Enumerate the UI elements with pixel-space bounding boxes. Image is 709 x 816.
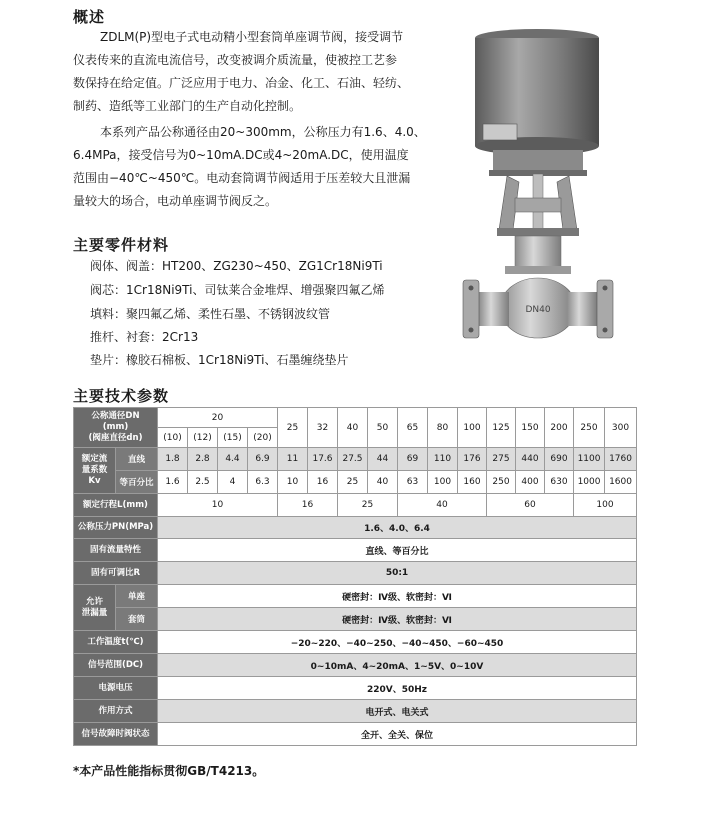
action-value: 电开式、电关式 [158, 700, 637, 723]
flow-char-label: 固有流量特性 [74, 539, 158, 562]
kv-pct-cell: 6.3 [248, 471, 278, 494]
dn-value: 50 [368, 408, 398, 448]
dn-sub: (15) [218, 428, 248, 448]
kv-linear-cell: 1.8 [158, 448, 188, 471]
dn-20: 20 [158, 408, 278, 428]
leak-single-value: 硬密封：Ⅳ级、软密封：Ⅵ [158, 585, 637, 608]
overview-line: 制药、造纸等工业部门的生产自动化控制。 [73, 99, 302, 113]
overview-line: 数保持在给定值。广泛应用于电力、冶金、化工、石油、轻纺、 [73, 76, 410, 90]
stroke-cell: 25 [338, 494, 398, 517]
material-item: 阀芯：1Cr18Ni9Ti、司钛莱合金堆焊、增强聚四氟乙烯 [90, 283, 385, 297]
overview-heading: 概述 [73, 8, 106, 26]
kv-pct-cell: 40 [368, 471, 398, 494]
stroke-cell: 40 [398, 494, 487, 517]
material-item: 填料：聚四氟乙烯、柔性石墨、不锈钢波纹管 [90, 307, 331, 321]
specs-heading: 主要技术参数 [73, 387, 170, 405]
kv-pct-cell: 400 [516, 471, 545, 494]
kv-linear-cell: 110 [428, 448, 458, 471]
pn-label: 公称压力PN(MPa) [74, 517, 158, 539]
dn-label-text: 公称通径DN (mm) (阀座直径dn) [88, 411, 143, 443]
flow-char-value: 直线、等百分比 [158, 539, 637, 562]
overview-line: 仪表传来的直流电流信号，改变被调介质流量，使被控工艺参 [73, 53, 398, 67]
leak-label [74, 585, 116, 631]
pn-value: 1.6、4.0、6.4 [158, 517, 637, 539]
dn-value: 200 [545, 408, 574, 448]
kv-label-text: 额定流 量系数 Kv [81, 454, 108, 486]
kv-linear-cell: 69 [398, 448, 428, 471]
dn-value: 250 [574, 408, 605, 448]
dn-value: 40 [338, 408, 368, 448]
kv-pct-cell: 2.5 [188, 471, 218, 494]
dn-value: 80 [428, 408, 458, 448]
overview-line: 量较大的场合，电动单座调节阀反之。 [73, 194, 278, 208]
kv-pct-cell: 160 [458, 471, 487, 494]
overview-line: 本系列产品公称通径由20~300mm，公称压力有1.6、4.0、 [100, 125, 426, 139]
kv-linear-cell: 440 [516, 448, 545, 471]
overview-line: 范围由−40℃~450℃。电动套筒调节阀适用于压差较大且泄漏 [73, 171, 411, 185]
kv-linear-cell: 1760 [605, 448, 637, 471]
fail-value: 全开、全关、保位 [158, 723, 637, 746]
leak-sleeve-value: 硬密封：Ⅳ级、软密封：Ⅵ [158, 608, 637, 631]
dn-value: 100 [458, 408, 487, 448]
signal-label: 信号范围(DC) [74, 654, 158, 677]
kv-pct-cell: 250 [487, 471, 516, 494]
dn-value: 25 [278, 408, 308, 448]
valve-product-image [445, 22, 625, 362]
power-value: 220V、50Hz [158, 677, 637, 700]
dn-sub: (12) [188, 428, 218, 448]
dn-value: 125 [487, 408, 516, 448]
kv-pct-cell: 25 [338, 471, 368, 494]
dn-value: 150 [516, 408, 545, 448]
stroke-cell: 100 [574, 494, 637, 517]
kv-linear-cell: 27.5 [338, 448, 368, 471]
dn-value: 300 [605, 408, 637, 448]
materials-heading: 主要零件材料 [73, 236, 170, 254]
footnote: *本产品性能指标贯彻GB/T4213。 [73, 764, 265, 778]
kv-pct-cell: 4 [218, 471, 248, 494]
kv-linear-cell: 4.4 [218, 448, 248, 471]
kv-linear-cell: 17.6 [308, 448, 338, 471]
power-label: 电源电压 [74, 677, 158, 700]
kv-pct-cell: 1000 [574, 471, 605, 494]
dn-sub: (10) [158, 428, 188, 448]
kv-pct-label: 等百分比 [116, 471, 158, 494]
specs-table [73, 407, 637, 746]
kv-linear-cell: 690 [545, 448, 574, 471]
kv-pct-cell: 100 [428, 471, 458, 494]
kv-pct-cell: 10 [278, 471, 308, 494]
leak-single-label: 单座 [116, 585, 158, 608]
signal-value: 0~10mA、4~20mA、1~5V、0~10V [158, 654, 637, 677]
dn-label [74, 408, 158, 448]
kv-pct-cell: 16 [308, 471, 338, 494]
kv-pct-cell: 630 [545, 471, 574, 494]
dn-value: 65 [398, 408, 428, 448]
kv-linear-cell: 176 [458, 448, 487, 471]
stroke-cell: 60 [487, 494, 574, 517]
dn-sub: (20) [248, 428, 278, 448]
kv-pct-cell: 63 [398, 471, 428, 494]
overview-line: 6.4MPa，接受信号为0~10mA.DC或4~20mA.DC，使用温度 [73, 148, 409, 162]
stroke-label: 额定行程L(mm) [74, 494, 158, 517]
range-label: 固有可调比R [74, 562, 158, 585]
range-value: 50:1 [158, 562, 637, 585]
kv-linear-cell: 275 [487, 448, 516, 471]
material-item: 阀体、阀盖：HT200、ZG230~450、ZG1Cr18Ni9Ti [90, 259, 383, 273]
kv-linear-cell: 2.8 [188, 448, 218, 471]
kv-pct-cell: 1600 [605, 471, 637, 494]
leak-sleeve-label: 套筒 [116, 608, 158, 631]
action-label: 作用方式 [74, 700, 158, 723]
stroke-cell: 16 [278, 494, 338, 517]
leak-label-text: 允许 泄漏量 [81, 596, 108, 618]
kv-linear-cell: 11 [278, 448, 308, 471]
dn-value: 32 [308, 408, 338, 448]
kv-linear-label: 直线 [116, 448, 158, 471]
kv-linear-cell: 1100 [574, 448, 605, 471]
kv-pct-cell: 1.6 [158, 471, 188, 494]
overview-line: ZDLM(P)型电子式电动精小型套筒单座调节阀，接受调节 [100, 30, 404, 44]
temp-value: −20~220、−40~250、−40~450、−60~450 [158, 631, 637, 654]
valve-plate-label: DN40 [525, 305, 551, 315]
kv-label [74, 448, 116, 494]
material-item: 垫片：橡胶石棉板、1Cr18Ni9Ti、石墨缠绕垫片 [90, 353, 349, 367]
material-item: 推杆、衬套：2Cr13 [90, 330, 199, 344]
stroke-cell: 10 [158, 494, 278, 517]
kv-linear-cell: 44 [368, 448, 398, 471]
kv-linear-cell: 6.9 [248, 448, 278, 471]
temp-label: 工作温度t(℃) [74, 631, 158, 654]
fail-label: 信号故障时阀状态 [74, 723, 158, 746]
